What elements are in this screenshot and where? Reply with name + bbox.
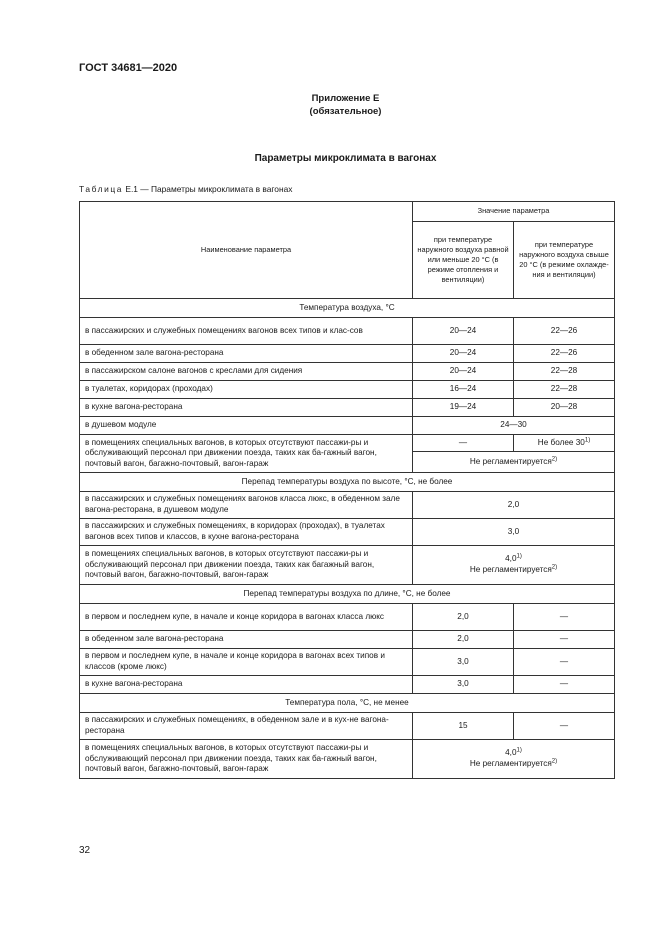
table-row	[80, 546, 615, 585]
row-span-value	[413, 452, 615, 473]
row-cold: 2,0	[413, 604, 514, 631]
row-name: в пассажирских и служебных помещениях, в коридорах (проходах), в туалетах вагонов всех типов и классов, в кухне вагона-ресторана	[80, 519, 413, 546]
row-cold: 19—24	[413, 399, 514, 417]
table-row	[80, 740, 615, 779]
caption-text: Е.1 — Параметры микроклимата в вагонах	[123, 184, 293, 194]
row-name: в кухне вагона-ресторана	[80, 676, 413, 694]
table-row	[80, 604, 615, 631]
row-cold: 3,0	[413, 649, 514, 676]
table-row	[80, 318, 615, 345]
row-warm: —	[514, 713, 615, 740]
row-span-text: Не регламентируется	[469, 456, 552, 466]
row-name: в душевом модуле	[80, 417, 413, 435]
header-value-group: Значение параметра	[413, 202, 615, 222]
document-header: ГОСТ 34681—2020	[79, 62, 178, 74]
section-header: Температура воздуха, °С	[80, 299, 615, 318]
row-cold: 20—24	[413, 363, 514, 381]
footnote-mark: 1)	[584, 436, 591, 443]
footnote-mark: 1)	[516, 747, 522, 754]
row-span-value: 24—30	[413, 417, 615, 435]
row-span-value	[413, 740, 615, 779]
row-span2-text: Не регламентируется	[469, 759, 552, 768]
row-warm: 20—28	[514, 399, 615, 417]
row-warm	[514, 435, 615, 452]
row-span-value	[413, 546, 615, 585]
row-name: в пассажирских и служебных помещениях вагонов класса люкс, в обеденном зале вагона-ресторана, в душевом модуле	[80, 492, 413, 519]
row-name: в пассажирских и служебных помещениях, в обеденном зале и в кух-не вагона-ресторана	[80, 713, 413, 740]
page-number: 32	[79, 845, 91, 856]
row-name: в кухне вагона-ресторана	[80, 399, 413, 417]
row-span-value: 3,0	[413, 519, 615, 546]
row-name: в первом и последнем купе, в начале и конце коридора в вагонах класса люкс	[80, 604, 413, 631]
table-row	[80, 631, 615, 649]
table-row	[80, 435, 615, 452]
row-name: в помещениях специальных вагонов, в которых отсутствуют пассажи-ры и обслуживающий персонал при движении поезда, таких как багажный вагон, почтовый вагон, багажно-почтовый, вагон-гараж	[80, 546, 413, 585]
row-cold: 15	[413, 713, 514, 740]
row-warm: —	[514, 604, 615, 631]
row-cold: 20—24	[413, 345, 514, 363]
row-name: в обеденном зале вагона-ресторана	[80, 631, 413, 649]
caption-label: Таблица	[79, 184, 124, 194]
section-header: Перепад температуры воздуха по высоте, °С, не более	[80, 473, 615, 492]
row-name: в пассажирском салоне вагонов с креслами для сидения	[80, 363, 413, 381]
row-warm: —	[514, 676, 615, 694]
row-warm: 22—28	[514, 381, 615, 399]
row-cold: 3,0	[413, 676, 514, 694]
row-cold: 2,0	[413, 631, 514, 649]
header-col-warm: при температуре наружного воздуха свыше 20 °С (в режиме охлажде-ния и вентиляции)	[514, 222, 615, 299]
row-name: в первом и последнем купе, в начале и конце коридора в вагонах всех типов и классов (кроме люкс)	[80, 649, 413, 676]
row-warm-text: Не более 30	[537, 437, 585, 447]
appendix-subtitle: (обязательное)	[309, 106, 382, 117]
row-warm: 22—28	[514, 363, 615, 381]
section-header: Температура пола, °С, не менее	[80, 694, 615, 713]
row-name: в туалетах, коридорах (проходах)	[80, 381, 413, 399]
table-row	[80, 519, 615, 546]
table-row	[80, 399, 615, 417]
row-warm: —	[514, 631, 615, 649]
header-name: Наименование параметра	[80, 202, 413, 299]
row-name: в помещениях специальных вагонов, в которых отсутствуют пассажи-ры и обслуживающий персонал при движении поезда, таких как ба-гажный вагон, почтовый вагон, багажно-почтовый, вагон-гараж	[80, 740, 413, 779]
row-warm: 22—26	[514, 345, 615, 363]
table-row	[80, 649, 615, 676]
table-row	[80, 676, 615, 694]
footnote-mark: 2)	[551, 455, 558, 462]
row-span-text: 4,0	[505, 748, 517, 758]
table-row	[80, 417, 615, 435]
row-cold: 16—24	[413, 381, 514, 399]
footnote-mark: 1)	[516, 553, 522, 560]
row-name: в пассажирских и служебных помещениях вагонов всех типов и клас-сов	[80, 318, 413, 345]
section-title: Параметры микроклимата в вагонах	[254, 153, 437, 164]
row-span-value: 2,0	[413, 492, 615, 519]
table-row	[80, 345, 615, 363]
row-cold: 20—24	[413, 318, 514, 345]
appendix-title: Приложение Е	[311, 93, 380, 104]
row-span2-text: Не регламентируется	[469, 565, 552, 574]
table-row	[80, 363, 615, 381]
header-col-cold: при температуре наружного воздуха равной или меньше 20 °С (в режиме отопления и вентиляции)	[413, 222, 514, 299]
footnote-mark: 2)	[551, 758, 558, 765]
row-name: в помещениях специальных вагонов, в которых отсутствуют пассажи-ры и обслуживающий персонал при движении поезда, таких как ба-гажный вагон, почтовый вагон, багажно-почтовый, вагон-гараж	[80, 435, 413, 473]
appendix-heading	[0, 92, 661, 118]
microclimate-table	[79, 201, 615, 779]
section-header: Перепад температуры воздуха по длине, °С, не более	[80, 585, 615, 604]
table-row	[80, 713, 615, 740]
table-row	[80, 381, 615, 399]
row-warm: 22—26	[514, 318, 615, 345]
table-row	[80, 492, 615, 519]
footnote-mark: 2)	[551, 564, 558, 571]
row-span-text: 4,0	[505, 554, 517, 564]
row-warm: —	[514, 649, 615, 676]
row-name: в обеденном зале вагона-ресторана	[80, 345, 413, 363]
row-cold: —	[413, 435, 514, 452]
table-caption	[79, 184, 292, 194]
